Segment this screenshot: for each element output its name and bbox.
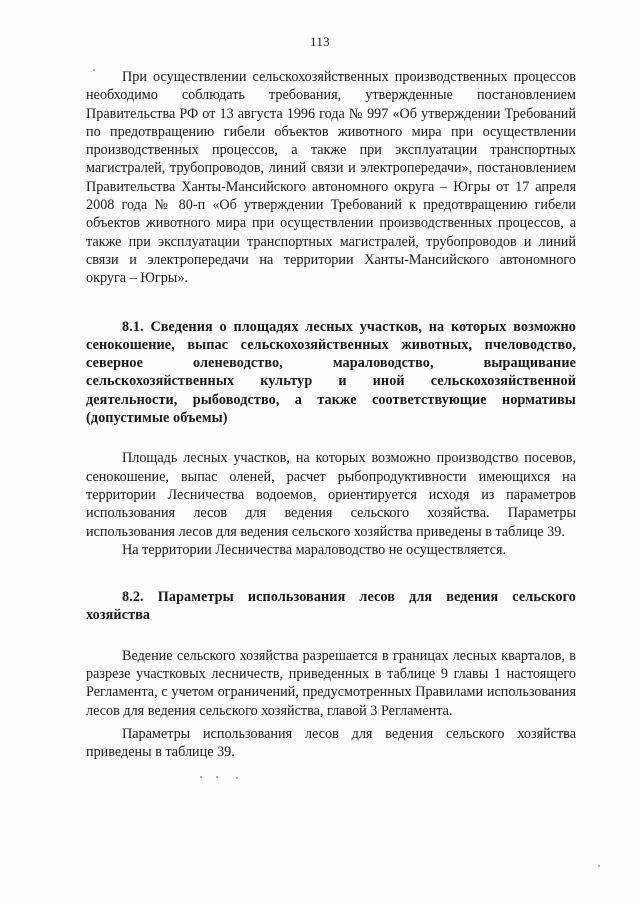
- intro-paragraph: При осуществлении сельскохозяйственных производственных процессов необходимо соблюдать требования, утвержденные постановлением Правительства РФ от 13 августа 1996 года № 997 «Об утверждении Требований по предотвращению гибели объектов животного мира при осуществлении производственных процессов, а также при эксплуатации транспортных магистралей, трубопроводов, линий связи и электропередачи», постановлением Правительства Ханты-Мансийского автономного округа – Югры от 17 апреля 2008 года № 80-п «Об утверждении Требований к предотвращению гибели объектов животного мира при осуществлении производственных процессов, а также при эксплуатации транспортных магистралей, трубопроводов и линий связи и электропередачи на территории Ханты-Мансийского автономного округа – Югры».: [86, 69, 576, 287]
- page-number: 113: [310, 34, 330, 49]
- scan-speck: [200, 776, 202, 778]
- scan-speck: [236, 777, 238, 779]
- scan-speck: [216, 776, 218, 778]
- section-8-1-paragraph-2: На территории Лесничества мараловодство не осуществляется.: [122, 541, 507, 558]
- scan-speck: [93, 69, 95, 71]
- section-8-2-paragraph-2: Параметры использования лесов для ведения сельского хозяйства приведены в таблице 39.: [86, 725, 576, 761]
- section-8-2-heading: 8.2. Параметры использования лесов для ведения сельского хозяйства: [86, 589, 576, 624]
- section-8-1-paragraph-1: Площадь лесных участков, на которых возможно производство посевов, сенокошение, выпас оленей, расчет рыбопродуктивности имеющихся на территории Лесничества водоемов, ориентируется исходя из параметров использования лесов для ведения сельского хозяйства. Параметры использования лесов для ведения сельского хозяйства приведены в таблице 39.: [86, 450, 576, 540]
- section-8-2-paragraph-1: Ведение сельского хозяйства разрешается в границах лесных кварталов, в разрезе участковых лесничеств, приведенных в таблице 9 главы 1 настоящего Регламента, с учетом ограничений, предусмотренных Правилами использования лесов для ведения сельского хозяйства, главой 3 Регламента.: [86, 647, 576, 719]
- page-content: [86, 68, 576, 762]
- scan-speck: [598, 865, 600, 867]
- section-8-1-heading: 8.1. Сведения о площадях лесных участков, на которых возможно сенокошение, выпас сельскохозяйственных животных, пчеловодство, северное оленеводство, мараловодство, выращивание сельскохозяйственных культур и иной сельскохозяйственной деятельности, рыбоводство, а также соответствующие нормативы (допустимые объемы): [86, 318, 576, 427]
